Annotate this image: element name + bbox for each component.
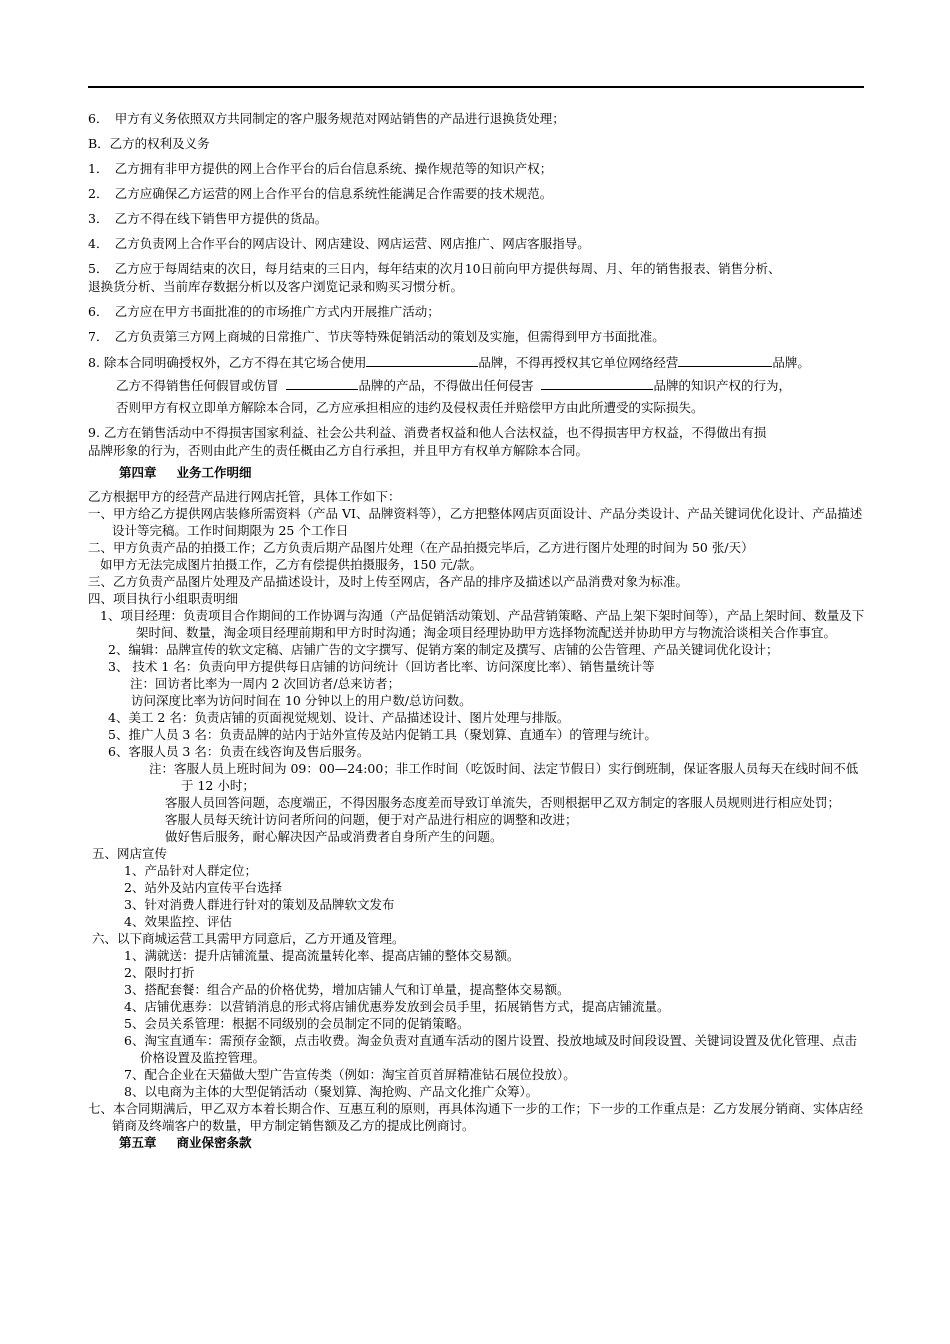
section-5: 五、网店宣传 bbox=[92, 846, 168, 861]
service-note-3: 客服人员每天统计访问者所问的问题，便于对产品进行相应的调整和改进； bbox=[165, 812, 578, 827]
tool-item-6: 6、淘宝直通车：需预存金额，点击收费。淘金负责对直通车活动的图片设置、投放地域及时间段设置、关键词设置及优化管理、点击价格设置及监控管理。 bbox=[124, 1033, 857, 1065]
party-b-item-3: 3． 乙方不得在线下销售甲方提供的货品。 bbox=[88, 211, 328, 226]
promo-item-1: 1、产品针对人群定位； bbox=[124, 863, 257, 878]
party-b-item-1: 1． 乙方拥有非甲方提供的网上合作平台的后台信息系统、操作规范等的知识产权； bbox=[88, 161, 553, 176]
role-5: 5、推广人员 3 名：负责品牌的站内于站外宣传及站内促销工具（聚划算、直通车）的管理与统计。 bbox=[108, 727, 657, 742]
tool-item-8: 8、以电商为主体的大型促销活动（聚划算、淘抢购、产品文化推广众筹）。 bbox=[124, 1084, 539, 1099]
document-body bbox=[88, 110, 866, 1152]
role-4: 4、美工 2 名：负责店铺的页面视觉规划、设计、产品描述设计、图片处理与排版。 bbox=[108, 710, 570, 725]
party-b-item-9 bbox=[88, 424, 866, 460]
promo-item-4: 4、效果监控、评估 bbox=[124, 914, 232, 929]
tool-item-3: 3、搭配套餐：组合产品的价格优势，增加店铺人气和订单量，提高整体交易额。 bbox=[124, 982, 570, 997]
blank-brand-1 bbox=[366, 353, 478, 367]
tool-item-7: 7、配合企业在天猫做大型广告宣传类（例如：淘宝首页首屏精准钻石展位投放）。 bbox=[124, 1067, 576, 1082]
party-b-item-5-line-1: 5． 乙方应于每周结束的次日，每月结束的三日内，每年结束的次月10日前向甲方提供每周、月、年的销售报表、销售分析、 bbox=[88, 261, 781, 276]
party-b-item-6: 6． 乙方应在甲方书面批准的的市场推广方式内开展推广活动； bbox=[88, 304, 440, 319]
blank-brand-3 bbox=[286, 376, 358, 390]
chapter-4-intro: 乙方根据甲方的经营产品进行网店托管，具体工作如下： bbox=[88, 489, 401, 504]
section-1: 一、甲方给乙方提供网店装修所需资料（产品 VI、品牌资料等），乙方把整体网店页面设计、产品分类设计、产品关键词优化设计、产品描述设计等完稿。工作时间期限为 25 个工作日 bbox=[88, 506, 863, 538]
item-8-line-3: 否则甲方有权立即单方解除本合同，乙方应承担相应的违约及侵权责任并赔偿甲方由此所遭受的实际损失。 bbox=[116, 400, 704, 415]
party-b-item-7: 7． 乙方负责第三方网上商城的日常推广、节庆等特殊促销活动的策划及实施，但需得到甲方书面批准。 bbox=[88, 329, 665, 344]
blank-brand-4 bbox=[541, 376, 653, 390]
role-3-note-2: 访问深度比率为访问时间在 10 分钟以上的用户数/总访问数。 bbox=[131, 693, 472, 708]
role-1: 1、项目经理：负责项目合作期间的工作协调与沟通（产品促销活动策划、产品营销策略、产品上架下架时间等），产品上架时间、数量及下架时间、数量，淘金项目经理前期和甲方时时沟通；淘金项目经理协助甲方选择物流配送并协助甲方与物流洽谈相关合作事宜。 bbox=[100, 608, 865, 640]
tool-item-2: 2、限时打折 bbox=[124, 965, 195, 980]
section-2: 二、甲方负责产品的拍摄工作；乙方负责后期产品图片处理（在产品拍摄完毕后，乙方进行图片处理的时间为 50 张/天） bbox=[88, 540, 754, 555]
blank-brand-2 bbox=[678, 353, 772, 367]
item-9-line-1: 9. 乙方在销售活动中不得损害国家利益、社会公共利益、消费者权益和他人合法权益，也不得损害甲方权益，不得做出有损 bbox=[88, 425, 767, 440]
item-8-line-2: 乙方不得销售任何假冒或仿冒 品牌的产品，不得做出任何侵害 品牌的知识产权的行为， bbox=[116, 378, 791, 393]
section-7: 七、本合同期满后，甲乙双方本着长期合作、互惠互利的原则，再具体沟通下一步的工作；下一步的工作重点是：乙方发展分销商、实体店经销商及终端客户的数量，甲方制定销售额及乙方的提成比例商讨。 bbox=[88, 1101, 864, 1133]
role-3: 3、 技术 1 名：负责向甲方提供每日店铺的访问统计（回访者比率、访问深度比率）、销售量统计等 bbox=[108, 659, 655, 674]
item-8-line-1: 8. 除本合同明确授权外，乙方不得在其它场合使用 品牌，不得再授权其它单位网络经营 品牌。 bbox=[88, 355, 810, 370]
tool-item-5: 5、会员关系管理：根据不同级别的会员制定不同的促销策略。 bbox=[124, 1016, 470, 1031]
tool-item-1: 1、满就送：提升店铺流量、提高流量转化率、提高店铺的整体交易额。 bbox=[124, 948, 520, 963]
service-note-1: 注：客服人员上班时间为 09：00—24:00；非工作时间（吃饭时间、法定节假日）实行倒班制，保证客服人员每天在线时间不低于 12 小时； bbox=[149, 761, 859, 793]
role-3-note-1: 注：回访者比率为一周内 2 次回访者/总来访者； bbox=[130, 676, 401, 691]
role-6: 6、客服人员 3 名：负责在线咨询及售后服务。 bbox=[108, 744, 370, 759]
service-note-4: 做好售后服务，耐心解决因产品或消费者自身所产生的问题。 bbox=[165, 829, 503, 844]
item-9-line-2: 品牌形象的行为，否则由此产生的责任概由乙方自行承担，并且甲方有权单方解除本合同。 bbox=[88, 443, 589, 458]
party-a-item-6: 6． 甲方有义务依照双方共同制定的客户服务规范对网站销售的产品进行退换货处理； bbox=[88, 111, 565, 126]
role-2: 2、编辑：品牌宣传的软文定稿、店铺广告的文字撰写、促销方案的制定及撰写、店铺的公告管理、产品关键词优化设计； bbox=[108, 642, 779, 657]
section-6: 六、以下商城运营工具需甲方同意后，乙方开通及管理。 bbox=[92, 931, 405, 946]
party-b-item-8 bbox=[88, 353, 866, 417]
party-b-heading: B．乙方的权利及义务 bbox=[88, 136, 210, 151]
promo-item-2: 2、站外及站内宣传平台选择 bbox=[124, 880, 282, 895]
chapter-5-heading: 第五章 商业保密条款 bbox=[119, 1135, 252, 1150]
header-rule bbox=[88, 86, 864, 88]
party-b-item-5-line-2: 退换货分析、当前库存数据分析以及客户浏览记录和购买习惯分析。 bbox=[88, 279, 464, 294]
party-b-item-4: 4． 乙方负责网上合作平台的网店设计、网店建设、网店运营、网店推广、网店客服指导。 bbox=[88, 236, 590, 251]
section-2-note: 如甲方无法完成图片拍摄工作，乙方有偿提供拍摄服务，150 元/款。 bbox=[100, 557, 483, 572]
tool-item-4: 4、店铺优惠券：以营销消息的形式将店铺优惠券发放到会员手里，拓展销售方式，提高店铺流量。 bbox=[124, 999, 670, 1014]
party-b-item-5 bbox=[88, 260, 866, 296]
party-b-item-2: 2． 乙方应确保乙方运营的网上合作平台的信息系统性能满足合作需要的技术规范。 bbox=[88, 186, 553, 201]
section-3: 三、乙方负责产品图片处理及产品描述设计，及时上传至网店，各产品的排序及描述以产品消费对象为标准。 bbox=[88, 574, 689, 589]
service-note-2: 客服人员回答问题，态度端正，不得因服务态度差而导致订单流失，否则根据甲乙双方制定的客服人员规则进行相应处罚； bbox=[165, 795, 841, 810]
section-4: 四、项目执行小组职责明细 bbox=[88, 591, 239, 606]
promo-item-3: 3、针对消费人群进行针对的策划及品牌软文发布 bbox=[124, 897, 395, 912]
chapter-4-heading: 第四章 业务工作明细 bbox=[119, 465, 252, 480]
